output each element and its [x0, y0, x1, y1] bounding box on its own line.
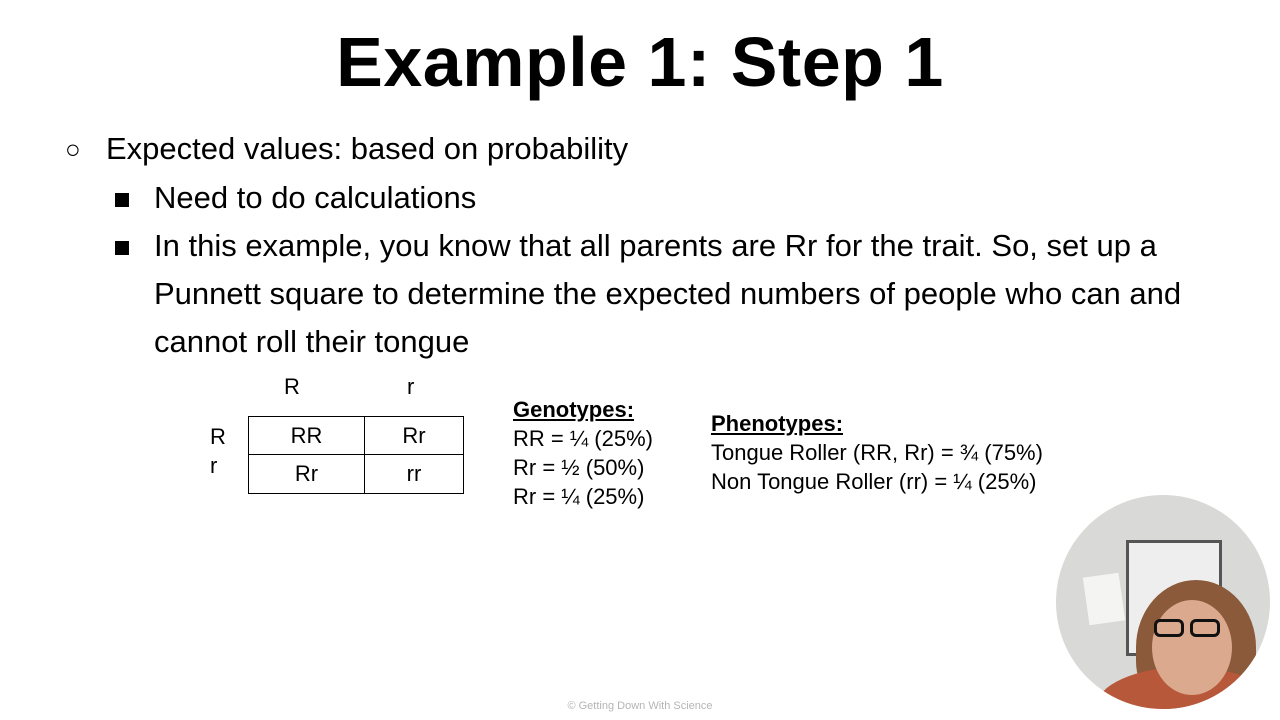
slide-title: Example 1: Step 1 [336, 23, 944, 101]
punnett-cell: RR [249, 417, 365, 455]
punnett-col-header-1: R [284, 374, 300, 399]
punnett-cell: Rr [249, 455, 365, 493]
genotype-line: Rr = ¼ (25%) [513, 484, 645, 509]
glasses-icon [1190, 619, 1220, 637]
phenotypes-block [711, 409, 1043, 496]
wall-paper [1083, 573, 1125, 626]
punnett-row-header-1: R [210, 424, 226, 449]
bullet-text: Expected values: based on probability [106, 131, 629, 166]
phenotypes-heading: Phenotypes: [711, 411, 844, 436]
presenter-webcam [1056, 495, 1270, 709]
genotypes-block [513, 395, 653, 511]
phenotype-line: Tongue Roller (RR, Rr) = ¾ (75%) [711, 440, 1043, 465]
genotypes-heading: Genotypes: [513, 397, 635, 422]
genotype-line: RR = ¼ (25%) [513, 426, 653, 451]
genotype-line: Rr = ½ (50%) [513, 455, 645, 480]
bullet-text: In this example, you know that all parents are Rr for the trait. So, set up a Punnett square to determine the expected numbers of people who can and cannot roll their tongue [154, 228, 1182, 359]
punnett-cell: Rr [365, 417, 463, 455]
hollow-circle-bullet-icon: ○ [65, 134, 81, 164]
punnett-col-header-2: r [407, 374, 415, 399]
glasses-icon [1154, 619, 1184, 637]
punnett-row-header-2: r [210, 453, 218, 478]
bullet-text: Need to do calculations [154, 180, 477, 215]
presenter-face [1152, 600, 1232, 695]
punnett-square [248, 416, 464, 494]
square-bullet-icon [115, 193, 129, 207]
copyright-footer: © Getting Down With Science [567, 700, 713, 712]
square-bullet-icon [115, 241, 129, 255]
punnett-cell: rr [406, 461, 422, 486]
phenotype-line: Non Tongue Roller (rr) = ¼ (25%) [711, 469, 1037, 494]
